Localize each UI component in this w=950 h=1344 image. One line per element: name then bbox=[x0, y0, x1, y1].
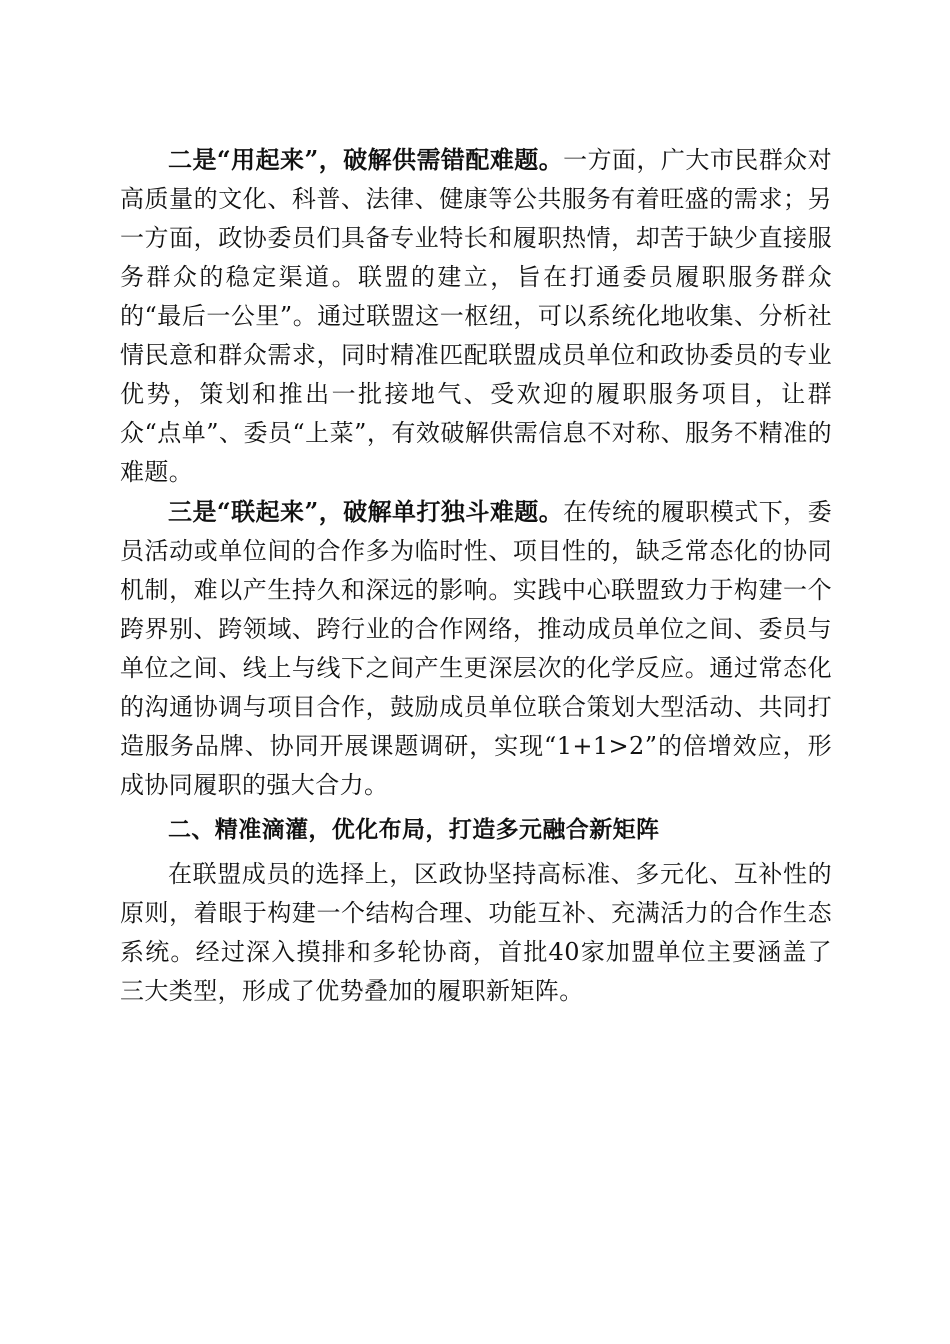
paragraph-use-it bbox=[120, 140, 832, 492]
paragraph-member-selection: 在联盟成员的选择上，区政协坚持高标准、多元化、互补性的原则，着眼于构建一个结构合理、功能互补、充满活力的合作生态系统。经过深入摸排和多轮协商，首批40家加盟单位主要涵盖了三大类型，形成了优势叠加的履职新矩阵。 bbox=[120, 860, 832, 1005]
paragraph-connect-it bbox=[120, 492, 832, 805]
paragraph-lead: 三是“联起来”，破解单打独斗难题。 bbox=[168, 497, 564, 526]
paragraph-lead: 二是“用起来”，破解供需错配难题。 bbox=[168, 145, 564, 174]
document-page bbox=[120, 140, 832, 1011]
paragraph-body: 在传统的履职模式下，委员活动或单位间的合作多为临时性、项目性的，缺乏常态化的协同机制，难以产生持久和深远的影响。实践中心联盟致力于构建一个跨界别、跨领域、跨行业的合作网络，推动成员单位之间、委员与单位之间、线上与线下之间产生更深层次的化学反应。通过常态化的沟通协调与项目合作，鼓励成员单位联合策划大型活动、共同打造服务品牌、协同开展课题调研，实现“1+1>2”的倍增效应，形成协同履职的强大合力。 bbox=[120, 498, 832, 799]
section-heading: 二、精准滴灌，优化布局，打造多元融合新矩阵 bbox=[168, 817, 660, 843]
paragraph-body: 一方面，广大市民群众对高质量的文化、科普、法律、健康等公共服务有着旺盛的需求；另一方面，政协委员们具备专业特长和履职热情，却苦于缺少直接服务群众的稳定渠道。联盟的建立，旨在打通委员履职服务群众的“最后一公里”。通过联盟这一枢纽，可以系统化地收集、分析社情民意和群众需求，同时精准匹配联盟成员单位和政协委员的专业优势，策划和推出一批接地气、受欢迎的履职服务项目，让群众“点单”、委员“上菜”，有效破解供需信息不对称、服务不精准的难题。 bbox=[120, 146, 832, 486]
